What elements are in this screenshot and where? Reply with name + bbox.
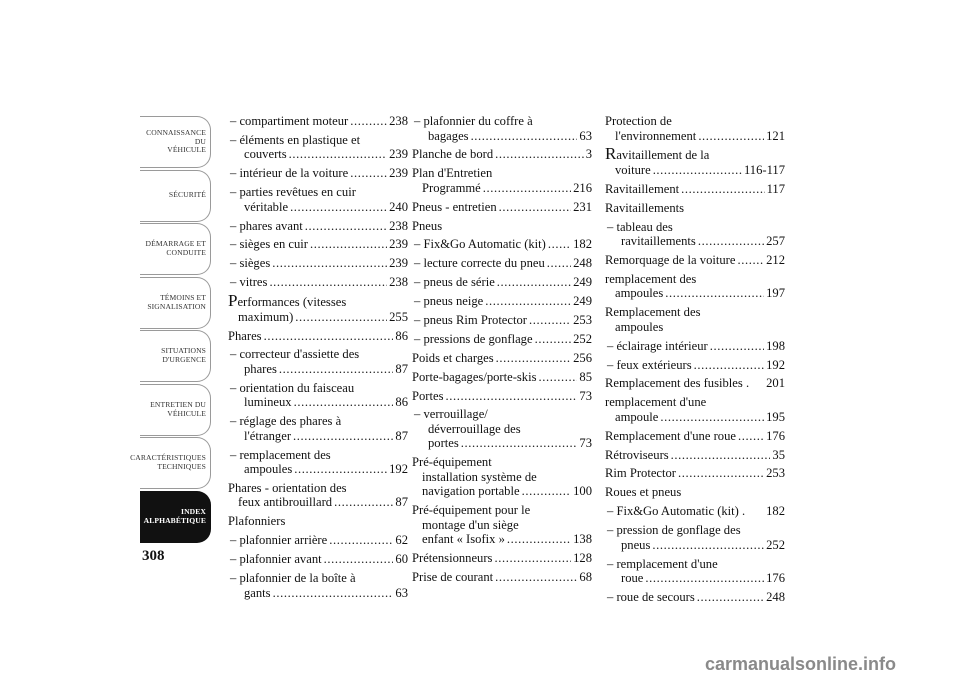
entry-text: Porte-bagages/porte-skis bbox=[412, 369, 537, 384]
tab-label bbox=[146, 240, 206, 257]
leader-dots bbox=[694, 358, 764, 373]
page-ref[interactable]: 121 bbox=[766, 128, 785, 143]
index-entry bbox=[412, 389, 592, 404]
entry-text: portes bbox=[428, 436, 459, 451]
page-ref[interactable]: 253 bbox=[573, 313, 592, 328]
page-ref[interactable]: 248 bbox=[573, 256, 592, 271]
page-ref[interactable]: 252 bbox=[766, 537, 785, 552]
page-ref[interactable]: 192 bbox=[766, 357, 785, 372]
leader-dots bbox=[293, 429, 393, 444]
leader-dots bbox=[269, 275, 387, 290]
tab-1[interactable] bbox=[140, 116, 211, 168]
entry-text bbox=[605, 144, 710, 164]
index-entry bbox=[228, 291, 408, 324]
index-entry bbox=[228, 329, 408, 344]
leader-dots bbox=[289, 147, 387, 162]
leader-dots bbox=[652, 538, 764, 553]
entry-text: Pré-équipement pour le bbox=[412, 503, 531, 518]
leader-dots bbox=[738, 429, 764, 444]
entry-text: Remorquage de la voiture bbox=[605, 252, 736, 267]
tab-label-line2: TECHNIQUES bbox=[157, 462, 206, 471]
page-ref[interactable]: 216 bbox=[573, 180, 592, 195]
leader-dots bbox=[645, 571, 764, 586]
leader-dots bbox=[495, 570, 577, 585]
leader-dots bbox=[273, 586, 394, 601]
entry-text: bagages bbox=[428, 128, 469, 143]
leader-dots bbox=[497, 275, 571, 290]
entry-text: ravitaillements bbox=[621, 234, 696, 249]
entry-text: – sièges bbox=[230, 256, 271, 271]
entry-text-rest: erformances (vitesses bbox=[237, 295, 347, 310]
tab-label-line2: SIGNALISATION bbox=[147, 301, 206, 311]
page-ref[interactable]: 212 bbox=[766, 252, 785, 267]
index-entry bbox=[228, 481, 408, 510]
index-entry bbox=[228, 533, 408, 548]
leader-dots bbox=[660, 410, 764, 425]
entry-text: – phares avant bbox=[230, 218, 303, 233]
index-entry bbox=[412, 407, 592, 451]
page-ref[interactable]: 249 bbox=[573, 275, 592, 290]
page-ref[interactable]: 176 bbox=[766, 571, 785, 586]
entry-text: – éléments en plastique et bbox=[230, 132, 361, 147]
entry-text: Remplacement d'une roue bbox=[605, 428, 736, 443]
index-entry bbox=[228, 571, 408, 600]
leader-dots bbox=[548, 237, 571, 252]
leader-dots bbox=[710, 339, 764, 354]
index-entry bbox=[412, 237, 592, 252]
tab-2[interactable] bbox=[140, 170, 211, 222]
entry-text: – éclairage intérieur bbox=[607, 338, 708, 353]
index-entry bbox=[605, 305, 785, 334]
page-ref[interactable]: 256 bbox=[573, 350, 592, 365]
page-ref[interactable]: 238 bbox=[389, 275, 408, 290]
page-ref[interactable]: 239 bbox=[389, 147, 408, 162]
entry-text: – roue de secours bbox=[607, 589, 695, 604]
leader-dots bbox=[305, 219, 387, 234]
entry-text: – plafonnier arrière bbox=[230, 533, 328, 548]
tab-label-line1: SITUATIONS bbox=[161, 346, 206, 356]
page-ref[interactable]: 138 bbox=[573, 532, 592, 547]
entry-text: – remplacement d'une bbox=[607, 556, 718, 571]
tab-label-line2: ALPHABÉTIQUE bbox=[143, 515, 206, 525]
entry-text: Roues et pneus bbox=[605, 485, 682, 500]
entry-text: – pneus Rim Protector bbox=[414, 313, 527, 328]
tab-label-line2: VÉHICULE bbox=[167, 145, 206, 155]
index-entry bbox=[412, 313, 592, 328]
entry-text-rest: avitaillement de la bbox=[616, 148, 710, 163]
leader-dots bbox=[494, 551, 571, 566]
index-entry bbox=[412, 256, 592, 271]
tab-label-line1: INDEX bbox=[181, 506, 206, 516]
tab-8[interactable] bbox=[140, 491, 211, 543]
entry-text: – pneus neige bbox=[414, 294, 484, 309]
leader-dots bbox=[485, 294, 571, 309]
leader-dots bbox=[653, 163, 742, 178]
page-ref[interactable]: 86 bbox=[395, 328, 408, 343]
index-entry bbox=[605, 557, 785, 586]
page-ref[interactable]: 198 bbox=[766, 338, 785, 353]
tab-label-line1: ENTRETIEN DU bbox=[150, 399, 206, 409]
entry-text: Rétroviseurs bbox=[605, 447, 669, 462]
tab-6[interactable] bbox=[140, 384, 211, 436]
page-ref[interactable]: 60 bbox=[395, 552, 408, 567]
index-entry bbox=[228, 185, 408, 214]
entry-text: Remplacement des fusibles . bbox=[605, 376, 750, 391]
leader-dots bbox=[507, 532, 571, 547]
page-ref[interactable]: 63 bbox=[395, 585, 408, 600]
index-entry bbox=[412, 200, 592, 215]
tab-label-line1: TÉMOINS ET bbox=[160, 292, 206, 302]
index-entry bbox=[605, 448, 785, 463]
entry-text: Ravitaillements bbox=[605, 200, 685, 215]
tab-label-line1: SÉCURITÉ bbox=[168, 190, 206, 200]
index-entry bbox=[605, 504, 785, 519]
page-ref[interactable]: 128 bbox=[573, 551, 592, 566]
tab-label-line1: CARACTÉRISTIQUES bbox=[130, 453, 206, 463]
page-ref[interactable]: 239 bbox=[389, 256, 408, 271]
entry-text bbox=[228, 291, 347, 311]
entry-text: – plafonnier du coffre à bbox=[414, 114, 533, 128]
entry-text: – remplacement des bbox=[230, 447, 331, 462]
page-ref[interactable]: 239 bbox=[389, 166, 408, 181]
index-entry bbox=[412, 370, 592, 385]
tab-label bbox=[150, 401, 206, 418]
index-entry bbox=[228, 114, 408, 129]
tab-label bbox=[161, 347, 206, 364]
entry-text: navigation portable bbox=[422, 484, 520, 499]
entry-text: ampoule bbox=[615, 409, 659, 424]
entry-text: phares bbox=[244, 361, 277, 376]
entry-text: gants bbox=[244, 585, 271, 600]
entry-text: – Fix&Go Automatic (kit) bbox=[414, 237, 546, 252]
entry-text: Portes bbox=[412, 388, 444, 403]
page-ref[interactable]: 62 bbox=[395, 533, 408, 548]
page-ref[interactable]: 201 bbox=[766, 376, 785, 391]
entry-text: roue bbox=[621, 571, 644, 586]
index-entry bbox=[412, 147, 592, 162]
leader-dots bbox=[535, 332, 572, 347]
index-entry bbox=[412, 503, 592, 547]
page-ref[interactable]: 35 bbox=[772, 447, 785, 462]
entry-text: Remplacement des bbox=[605, 305, 701, 320]
leader-dots bbox=[334, 495, 393, 510]
index-entry bbox=[605, 485, 785, 500]
page-ref[interactable]: 73 bbox=[579, 436, 592, 451]
page-ref[interactable]: 87 bbox=[395, 495, 408, 510]
entry-text: – parties revêtues en cuir bbox=[230, 185, 356, 200]
tab-label-line2: CONDUITE bbox=[166, 248, 206, 257]
leader-dots bbox=[294, 395, 394, 410]
page-ref[interactable]: 3 bbox=[585, 147, 592, 162]
page-ref[interactable]: 253 bbox=[766, 466, 785, 481]
page-ref[interactable]: 87 bbox=[395, 361, 408, 376]
page-ref[interactable]: 73 bbox=[579, 388, 592, 403]
entry-text: voiture bbox=[615, 162, 651, 177]
page-ref[interactable]: 240 bbox=[389, 199, 408, 214]
entry-text: – sièges en cuir bbox=[230, 237, 308, 252]
page-ref[interactable]: 195 bbox=[766, 409, 785, 424]
page-ref[interactable]: 192 bbox=[389, 462, 408, 477]
leader-dots bbox=[496, 351, 571, 366]
leader-dots bbox=[522, 484, 572, 499]
entry-text: – lecture correcte du pneu bbox=[414, 256, 545, 271]
index-entry bbox=[228, 256, 408, 271]
leader-dots bbox=[698, 129, 764, 144]
entry-text: ampoules bbox=[615, 319, 664, 334]
leader-dots bbox=[698, 234, 764, 249]
tab-5[interactable] bbox=[140, 330, 211, 382]
leader-dots bbox=[499, 200, 571, 215]
leader-dots bbox=[697, 590, 764, 605]
index-column-2 bbox=[412, 114, 592, 589]
index-entry bbox=[412, 219, 592, 234]
entry-text: Ravitaillement bbox=[605, 181, 680, 196]
page-ref[interactable]: 239 bbox=[389, 237, 408, 252]
entry-text: déverrouillage des bbox=[428, 421, 521, 436]
index-entry bbox=[412, 351, 592, 366]
page-ref[interactable]: 86 bbox=[395, 395, 408, 410]
index-entry bbox=[228, 347, 408, 376]
index-entry bbox=[605, 466, 785, 481]
page-ref[interactable]: 87 bbox=[395, 428, 408, 443]
initial-letter: R bbox=[605, 144, 617, 164]
index-entry bbox=[605, 114, 785, 143]
entry-text: remplacement des bbox=[605, 271, 697, 286]
index-entry bbox=[605, 182, 785, 197]
index-entry bbox=[412, 332, 592, 347]
index-entry bbox=[412, 551, 592, 566]
page-ref[interactable]: 116-117 bbox=[743, 162, 785, 177]
page-ref[interactable]: 252 bbox=[573, 331, 592, 346]
leader-dots bbox=[324, 552, 394, 567]
page-ref[interactable]: 257 bbox=[766, 234, 785, 249]
leader-dots bbox=[350, 166, 387, 181]
page-ref[interactable]: 238 bbox=[389, 114, 408, 128]
leader-dots bbox=[294, 462, 387, 477]
entry-text: – pressions de gonflage bbox=[414, 331, 533, 346]
entry-text: installation système de bbox=[422, 469, 537, 484]
entry-text: Prise de courant bbox=[412, 570, 494, 585]
page-ref[interactable]: 238 bbox=[389, 218, 408, 233]
tab-3[interactable] bbox=[140, 223, 211, 275]
index-entry bbox=[605, 358, 785, 373]
entry-text: maximum) bbox=[238, 309, 294, 324]
index-entry bbox=[605, 201, 785, 216]
index-entry bbox=[228, 448, 408, 477]
page-ref[interactable]: 85 bbox=[579, 369, 592, 384]
index-entry bbox=[228, 275, 408, 290]
page-number: 308 bbox=[142, 548, 165, 564]
entry-text: Poids et charges bbox=[412, 350, 494, 365]
index-entry bbox=[605, 376, 785, 391]
page-ref[interactable]: 248 bbox=[766, 589, 785, 604]
entry-text: – Fix&Go Automatic (kit) . bbox=[607, 504, 746, 519]
entry-text: – compartiment moteur bbox=[230, 114, 349, 128]
page-ref[interactable]: 182 bbox=[573, 237, 592, 252]
page-ref[interactable]: 100 bbox=[573, 484, 592, 499]
index-entry bbox=[605, 272, 785, 301]
leader-dots bbox=[272, 256, 387, 271]
entry-text: couverts bbox=[244, 147, 287, 162]
entry-text: véritable bbox=[244, 199, 289, 214]
index-entry bbox=[412, 455, 592, 499]
page-ref[interactable]: 255 bbox=[389, 309, 408, 324]
leader-dots bbox=[671, 448, 771, 463]
tab-label-line2: VÉHICULE bbox=[167, 408, 206, 418]
entry-text: l'environnement bbox=[615, 128, 697, 143]
entry-text: Programmé bbox=[422, 180, 481, 195]
entry-text: pneus bbox=[621, 537, 651, 552]
index-entry bbox=[605, 429, 785, 444]
leader-dots bbox=[665, 286, 764, 301]
entry-text: – feux extérieurs bbox=[607, 357, 692, 372]
watermark: carmanualsonline.info bbox=[705, 654, 897, 674]
entry-text: – pneus de série bbox=[414, 275, 495, 290]
entry-text: Rim Protector bbox=[605, 466, 677, 481]
tab-7[interactable] bbox=[130, 437, 211, 489]
entry-text: – pression de gonflage des bbox=[607, 523, 741, 538]
page-ref[interactable]: 182 bbox=[766, 504, 785, 519]
page-ref[interactable]: 197 bbox=[766, 286, 785, 301]
leader-dots bbox=[495, 147, 584, 162]
leader-dots bbox=[539, 370, 578, 385]
entry-text: – correcteur d'assiette des bbox=[230, 347, 360, 362]
tab-label-line1: CONNAISSANCE DU bbox=[146, 127, 206, 146]
index-entry bbox=[228, 133, 408, 162]
entry-text: Pré-équipement bbox=[412, 455, 492, 470]
index-entry bbox=[228, 219, 408, 234]
entry-text: feux antibrouillard bbox=[238, 495, 333, 510]
leader-dots bbox=[445, 389, 577, 404]
index-entry bbox=[605, 253, 785, 268]
tab-label bbox=[169, 191, 206, 200]
leader-dots bbox=[678, 466, 764, 481]
entry-text: Planche de bord bbox=[412, 147, 494, 162]
tab-label bbox=[140, 129, 206, 155]
index-entry bbox=[412, 114, 592, 143]
leader-dots bbox=[529, 313, 571, 328]
entry-text: – orientation du faisceau bbox=[230, 380, 355, 395]
page-ref[interactable]: 176 bbox=[766, 428, 785, 443]
entry-text: lumineux bbox=[244, 395, 292, 410]
index-entry bbox=[605, 220, 785, 249]
entry-text: – intérieur de la voiture bbox=[230, 166, 349, 181]
entry-text: Protection de bbox=[605, 114, 672, 128]
entry-text: Pneus bbox=[412, 218, 443, 233]
entry-text: enfant « Isofix » bbox=[422, 532, 505, 547]
entry-text: Phares bbox=[228, 328, 262, 343]
index-entry bbox=[605, 590, 785, 605]
entry-text: – vitres bbox=[230, 275, 268, 290]
leader-dots bbox=[290, 200, 387, 215]
page-ref[interactable]: 249 bbox=[573, 294, 592, 309]
entry-text: – plafonnier de la boîte à bbox=[230, 571, 356, 586]
page-ref[interactable]: 68 bbox=[579, 570, 592, 585]
index-entry bbox=[228, 381, 408, 410]
entry-text: l'étranger bbox=[244, 428, 292, 443]
leader-dots bbox=[547, 256, 571, 271]
index-entry bbox=[412, 570, 592, 585]
entry-text: montage d'un siège bbox=[422, 517, 519, 532]
leader-dots bbox=[471, 129, 578, 144]
leader-dots bbox=[279, 362, 394, 377]
entry-text: Pneus - entretien bbox=[412, 199, 497, 214]
leader-dots bbox=[350, 114, 387, 129]
tab-label bbox=[130, 454, 206, 471]
leader-dots bbox=[681, 182, 764, 197]
index-entry bbox=[605, 339, 785, 354]
index-entry bbox=[228, 552, 408, 567]
entry-text: Plan d'Entretien bbox=[412, 166, 493, 181]
entry-text: remplacement d'une bbox=[605, 395, 707, 410]
page-ref[interactable]: 63 bbox=[579, 128, 592, 143]
tab-label-line2: D'URGENCE bbox=[162, 355, 206, 364]
leader-dots bbox=[483, 181, 571, 196]
index-entry bbox=[605, 395, 785, 424]
leader-dots bbox=[329, 533, 393, 548]
index-column-1 bbox=[228, 114, 408, 604]
index-column-3 bbox=[605, 114, 785, 609]
entry-text: – plafonnier avant bbox=[230, 552, 322, 567]
entry-text: ampoules bbox=[615, 286, 664, 301]
leader-dots bbox=[737, 253, 764, 268]
index-entry bbox=[228, 514, 408, 529]
entry-text: Plafonniers bbox=[228, 514, 286, 529]
index-entry bbox=[228, 237, 408, 252]
index-entry bbox=[412, 294, 592, 309]
index-entry bbox=[228, 166, 408, 181]
initial-letter: P bbox=[228, 291, 238, 311]
index-entry bbox=[605, 523, 785, 552]
tab-4[interactable] bbox=[140, 277, 211, 329]
entry-text: – tableau des bbox=[607, 219, 673, 234]
entry-text: – réglage des phares à bbox=[230, 414, 342, 429]
tab-label bbox=[147, 294, 206, 311]
leader-dots bbox=[264, 329, 394, 344]
leader-dots bbox=[310, 237, 387, 252]
index-entry bbox=[412, 275, 592, 290]
entry-text: Prétensionneurs bbox=[412, 551, 493, 566]
index-entry bbox=[228, 414, 408, 443]
entry-text: Phares - orientation des bbox=[228, 480, 347, 495]
page-ref[interactable]: 117 bbox=[766, 181, 785, 196]
index-entry bbox=[605, 144, 785, 177]
tab-label-line1: DÉMARRAGE ET bbox=[145, 239, 206, 249]
index-entry bbox=[412, 166, 592, 195]
leader-dots bbox=[295, 310, 387, 325]
page-ref[interactable]: 231 bbox=[573, 199, 592, 214]
entry-text: – verrouillage/ bbox=[414, 407, 488, 422]
leader-dots bbox=[461, 436, 578, 451]
tab-label bbox=[144, 508, 206, 525]
entry-text: ampoules bbox=[244, 462, 293, 477]
